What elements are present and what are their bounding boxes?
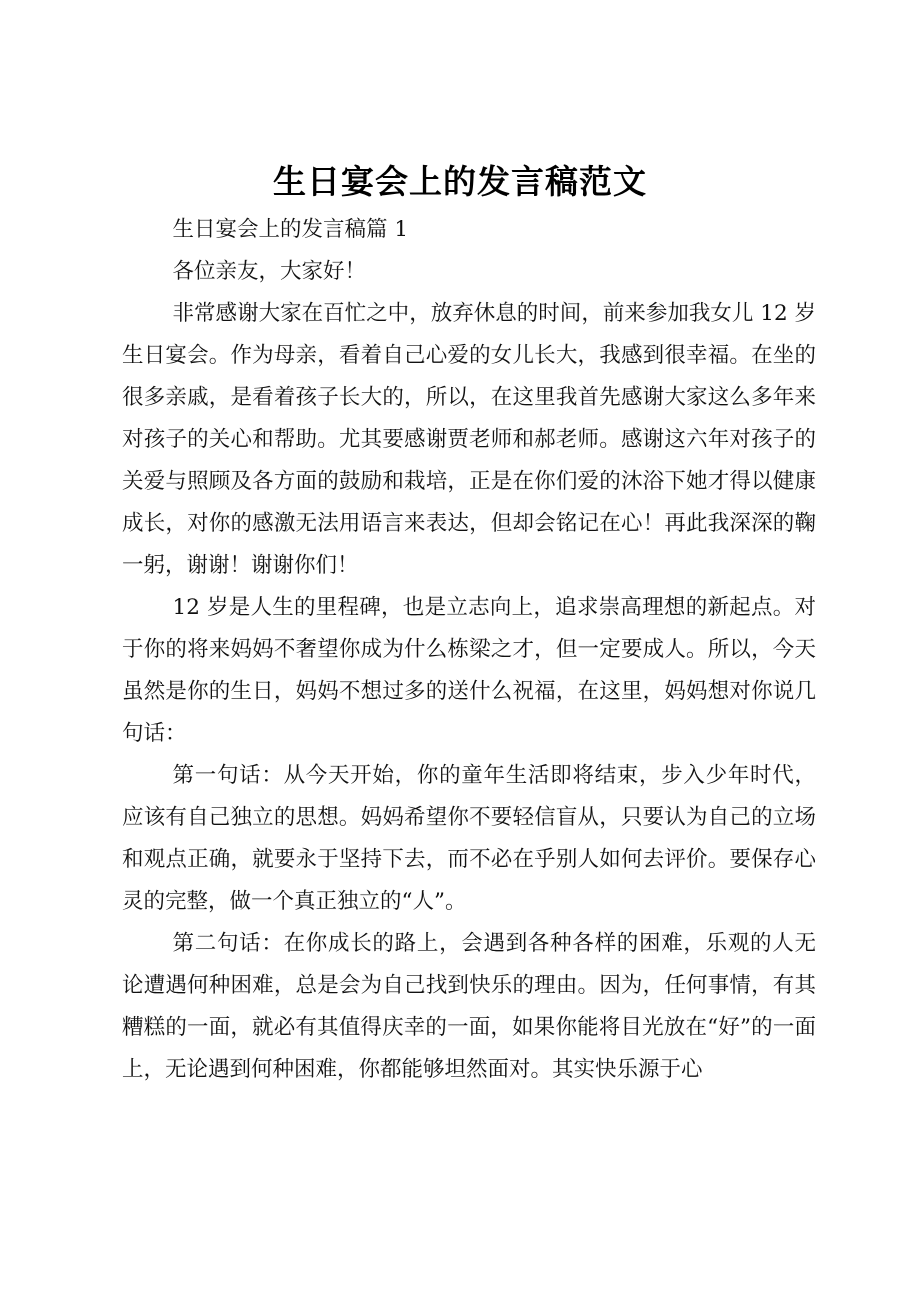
body-paragraph: 非常感谢大家在百忙之中，放弃休息的时间，前来参加我女儿 12 岁生日宴会。作为母亲，看着自己心爱的女儿长大，我感到很幸福。在坐的很多亲戚，是看着孩子长大的，所以，在这里我首先感谢大家这么多年来对孩子的关心和帮助。尤其要感谢贾老师和郝老师。感谢这六年对孩子的关爱与照顾及各方面的鼓励和栽培，正是在你们爱的沐浴下她才得以健康成长，对你的感激无法用语言来表达，但却会铭记在心！再此我深深的鞠一躬，谢谢！谢谢你们！ [122, 301, 816, 578]
body-paragraph: 第二句话：在你成长的路上，会遇到各种各样的困难，乐观的人无论遭遇何种困难，总是会为自己找到快乐的理由。因为，任何事情，有其糟糕的一面，就必有其值得庆幸的一面，如果你能将目光放在“好”的一面上，无论遇到何种困难，你都能够坦然面对。其实快乐源于心 [122, 931, 816, 1082]
body-paragraph: 12 岁是人生的里程碑，也是立志向上，追求崇高理想的新起点。对于你的将来妈妈不奢望你成为什么栋梁之才，但一定要成人。所以，今天虽然是你的生日，妈妈不想过多的送什么祝福，在这里，妈妈想对你说几句话： [122, 595, 816, 746]
section-heading: 生日宴会上的发言稿篇 1 [172, 217, 409, 242]
document-body [122, 209, 816, 1091]
document-title: 生日宴会上的发言稿范文 [273, 162, 647, 201]
body-paragraph: 第一句话：从今天开始，你的童年生活即将结束，步入少年时代，应该有自己独立的思想。妈妈希望你不要轻信盲从，只要认为自己的立场和观点正确，就要永于坚持下去，而不必在乎别人如何去评价。要保存心灵的完整，做一个真正独立的“人”。 [122, 763, 816, 914]
greeting-paragraph: 各位亲友，大家好！ [172, 259, 367, 284]
